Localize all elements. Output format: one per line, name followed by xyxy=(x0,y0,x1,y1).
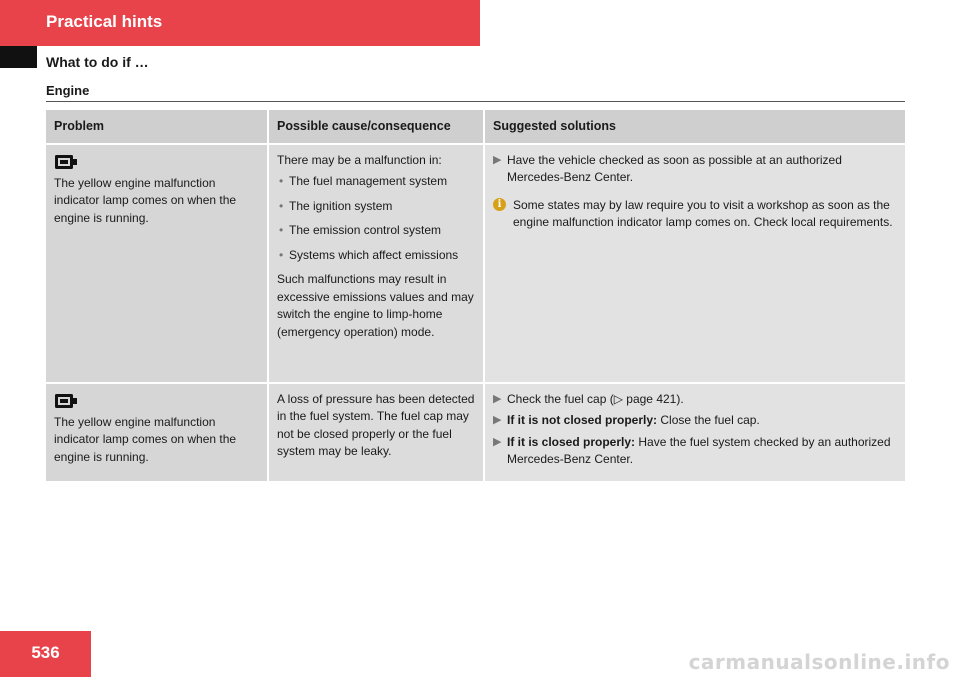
table-row xyxy=(46,144,905,383)
arrow-right-icon: ▶ xyxy=(493,435,502,448)
page-subtitle: What to do if … xyxy=(46,54,149,70)
cause-cell xyxy=(268,144,484,383)
arrow-right-icon: ▶ xyxy=(493,153,502,166)
solution-cell xyxy=(484,144,905,383)
engine-malfunction-icon xyxy=(54,393,80,409)
problem-cell xyxy=(46,383,268,482)
section-divider xyxy=(46,101,905,102)
table-header-row xyxy=(46,110,905,144)
list-item: • The fuel management system xyxy=(279,174,448,188)
list-item: • Systems which affect emissions xyxy=(279,247,459,262)
solution-step: ▶ Have the vehicle checked as soon as possible at an authorized Mercedes-Benz Center. xyxy=(493,152,842,184)
info-note: i Some states may by law require you to visit a workshop as soon as the engine malfunction indicator lamp comes on. Check local requirements. xyxy=(493,197,897,232)
page-number: 536 xyxy=(31,643,60,662)
section-marker xyxy=(0,46,37,68)
troubleshooting-table xyxy=(46,110,905,483)
cause-text: A loss of pressure has been detected in the fuel system. The fuel cap may not be closed properly or the fuel system may be leaky. xyxy=(277,391,475,458)
info-icon: i xyxy=(493,198,506,211)
cause-list xyxy=(277,173,475,264)
cause-intro: There may be a malfunction in: xyxy=(277,152,442,167)
problem-text: The yellow engine malfunction indicator lamp comes on when the engine is running. xyxy=(54,175,237,225)
column-header-problem: Problem xyxy=(46,110,268,144)
section-title: Engine xyxy=(46,83,90,98)
chapter-title: Practical hints xyxy=(46,12,163,31)
engine-malfunction-icon xyxy=(54,154,80,170)
problem-cell xyxy=(46,144,268,383)
solution-cell xyxy=(484,383,905,482)
solution-step: ▶ If it is closed properly: Have the fuel system checked by an authorized Mercedes-Benz Center. xyxy=(493,434,891,466)
cause-cell xyxy=(268,383,484,482)
list-item: • The emission control system xyxy=(279,223,442,237)
cause-outro: Such malfunctions may result in excessive emissions values and may switch the engine to limp-home (emergency operation) mode. xyxy=(277,272,474,339)
problem-text: The yellow engine malfunction indicator lamp comes on when the engine is running. xyxy=(54,414,237,464)
table-row xyxy=(46,383,905,482)
watermark: carmanualsonline.info xyxy=(688,650,950,674)
arrow-right-icon: ▶ xyxy=(493,414,502,426)
solution-step: ▶ Check the fuel cap (▷ page 421). xyxy=(493,391,897,409)
column-header-cause: Possible cause/consequence xyxy=(268,110,484,144)
arrow-right-icon: ▶ xyxy=(493,392,502,405)
list-item: • The ignition system xyxy=(279,198,393,213)
column-header-solutions: Suggested solutions xyxy=(484,110,905,144)
solution-step: ▶ If it is not closed properly: Close the fuel cap. xyxy=(493,412,897,430)
